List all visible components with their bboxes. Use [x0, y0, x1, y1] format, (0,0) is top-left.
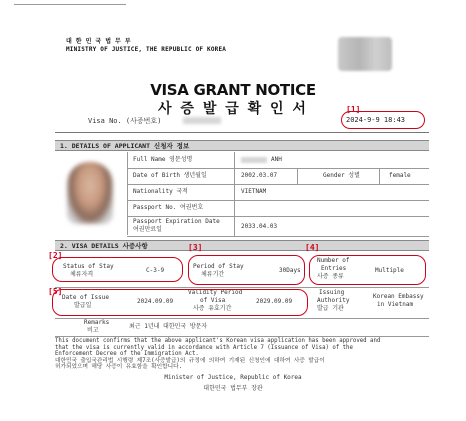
highlight-oval-2 — [52, 257, 183, 282]
document-title-ko: 사 증 발 급 확 인 서 — [158, 101, 308, 117]
notice-line-5: 허가되었으며 해당 사증이 유효함을 확인합니다. — [55, 364, 183, 371]
passport-exp-label-ko: 여권만료일 — [133, 226, 162, 233]
top-rule — [14, 4, 126, 5]
annotation-2: [2] — [48, 251, 63, 260]
highlight-oval-3 — [188, 255, 305, 285]
authority-label-en-2: Authority — [317, 297, 350, 304]
row-nationality — [127, 184, 429, 201]
passport-exp-label-en: Passport Expiration Date — [133, 218, 220, 225]
notice-line-1: This document confirms that the above applicant's Korean visa application has been approved and — [55, 338, 381, 344]
status-value: C-3-9 — [146, 267, 165, 274]
entries-label-en-2: Entries — [321, 265, 347, 272]
nationality-value: VIETNAM — [241, 188, 267, 195]
entries-label-ko: 사증 종류 — [317, 273, 344, 280]
row-passport-no — [127, 200, 429, 217]
issue-date-label-ko: 발급일 — [74, 302, 92, 309]
divider — [55, 132, 429, 133]
annotation-3: [3] — [188, 243, 203, 252]
passport-no-label: Passport No. 여권번호 — [133, 204, 204, 211]
dob-label: Date of Birth 생년월일 — [133, 172, 207, 179]
annotation-1: [1] — [346, 105, 361, 114]
signature-en: Minister of Justice, Republic of Korea — [164, 374, 302, 381]
notice-line-4: 대한민국 출입국관리법 시행령 제7조(사증발급)의 규정에 의하여 기재된 신청인에 대하여 사증 발급이 — [55, 357, 325, 364]
authority-value-1: Korean Embassy — [373, 293, 424, 300]
signature-ko: 대한민국 법무부 장관 — [203, 385, 263, 392]
full-name-value: ANH — [271, 156, 282, 163]
gender-value: female — [389, 172, 411, 179]
full-name-label: Full Name 영문성명 — [133, 156, 193, 163]
row-full-name — [127, 152, 429, 169]
blurred-stamp — [338, 37, 392, 71]
nationality-label: Nationality 국적 — [133, 188, 188, 195]
validity-label-ko: 사증 유효기간 — [193, 305, 232, 312]
ministry-name-en: MINISTRY OF JUSTICE, THE REPUBLIC OF KOREA — [66, 46, 227, 53]
notice-line-3: Enforcement Decree of the Immigration Act. — [55, 351, 199, 358]
entries-value: Multiple — [375, 267, 404, 274]
visa-no-label: Visa No. (사증번호) — [88, 117, 162, 125]
validity-value: 2029.09.09 — [256, 298, 293, 305]
authority-label-ko: 발급 기관 — [317, 305, 344, 312]
full-name-redacted — [241, 157, 267, 163]
section-visa-title: 2. VISA DETAILS 사증사항 — [55, 240, 429, 251]
period-label-en: Period of Stay — [193, 263, 244, 270]
remarks-value: 최근 1년내 대한민국 방문자 — [129, 323, 208, 330]
visa-no-redacted — [183, 117, 221, 124]
row-passport-expiration — [127, 216, 429, 237]
highlight-oval-5 — [52, 289, 308, 316]
face-blurred — [67, 162, 113, 224]
issue-datetime: 2024-9-9 18:43 — [346, 116, 406, 124]
gender-label: Gender 성별 — [323, 172, 360, 179]
row-dob — [127, 168, 429, 185]
remarks-label-ko: 비고 — [87, 327, 99, 334]
ministry-header — [66, 38, 226, 54]
status-label-ko: 체류자격 — [70, 271, 94, 278]
annotation-4: [4] — [305, 243, 320, 252]
annotation-5: [5] — [48, 287, 63, 296]
highlight-oval-4 — [309, 255, 426, 285]
document-title-en: VISA GRANT NOTICE — [150, 81, 316, 99]
visa-row-remarks — [55, 318, 429, 337]
entries-label-en-1: Number of — [317, 257, 350, 264]
authority-value-2: in Vietnam — [377, 301, 414, 308]
passport-exp-value: 2033.04.03 — [241, 223, 278, 230]
remarks-label-en: Remarks — [84, 319, 110, 326]
ministry-name-ko: 대 한 민 국 법 무 부 — [66, 38, 131, 45]
period-value: 30Days — [279, 267, 301, 274]
period-label-ko: 체류기간 — [201, 271, 225, 278]
notice-line-2: that the visa is currently valid in accordance with Article 7 (Issuance of Visa) of the — [55, 344, 353, 351]
section-applicant-title: 1. DETAILS OF APPLICANT 신청자 정보 — [55, 140, 429, 151]
issue-date-value: 2024.09.09 — [137, 298, 174, 305]
authority-label-en-1: Issuing — [319, 289, 345, 296]
validity-label-en-1: Validity Period — [188, 289, 243, 296]
applicant-photo — [55, 152, 128, 235]
confirmation-notice — [55, 338, 430, 371]
validity-label-en-2: of Visa — [200, 297, 226, 304]
status-label-en: Status of Stay — [63, 263, 114, 270]
dob-value: 2002.03.07 — [241, 172, 278, 179]
issue-date-label-en: Date of Issue — [62, 294, 109, 301]
